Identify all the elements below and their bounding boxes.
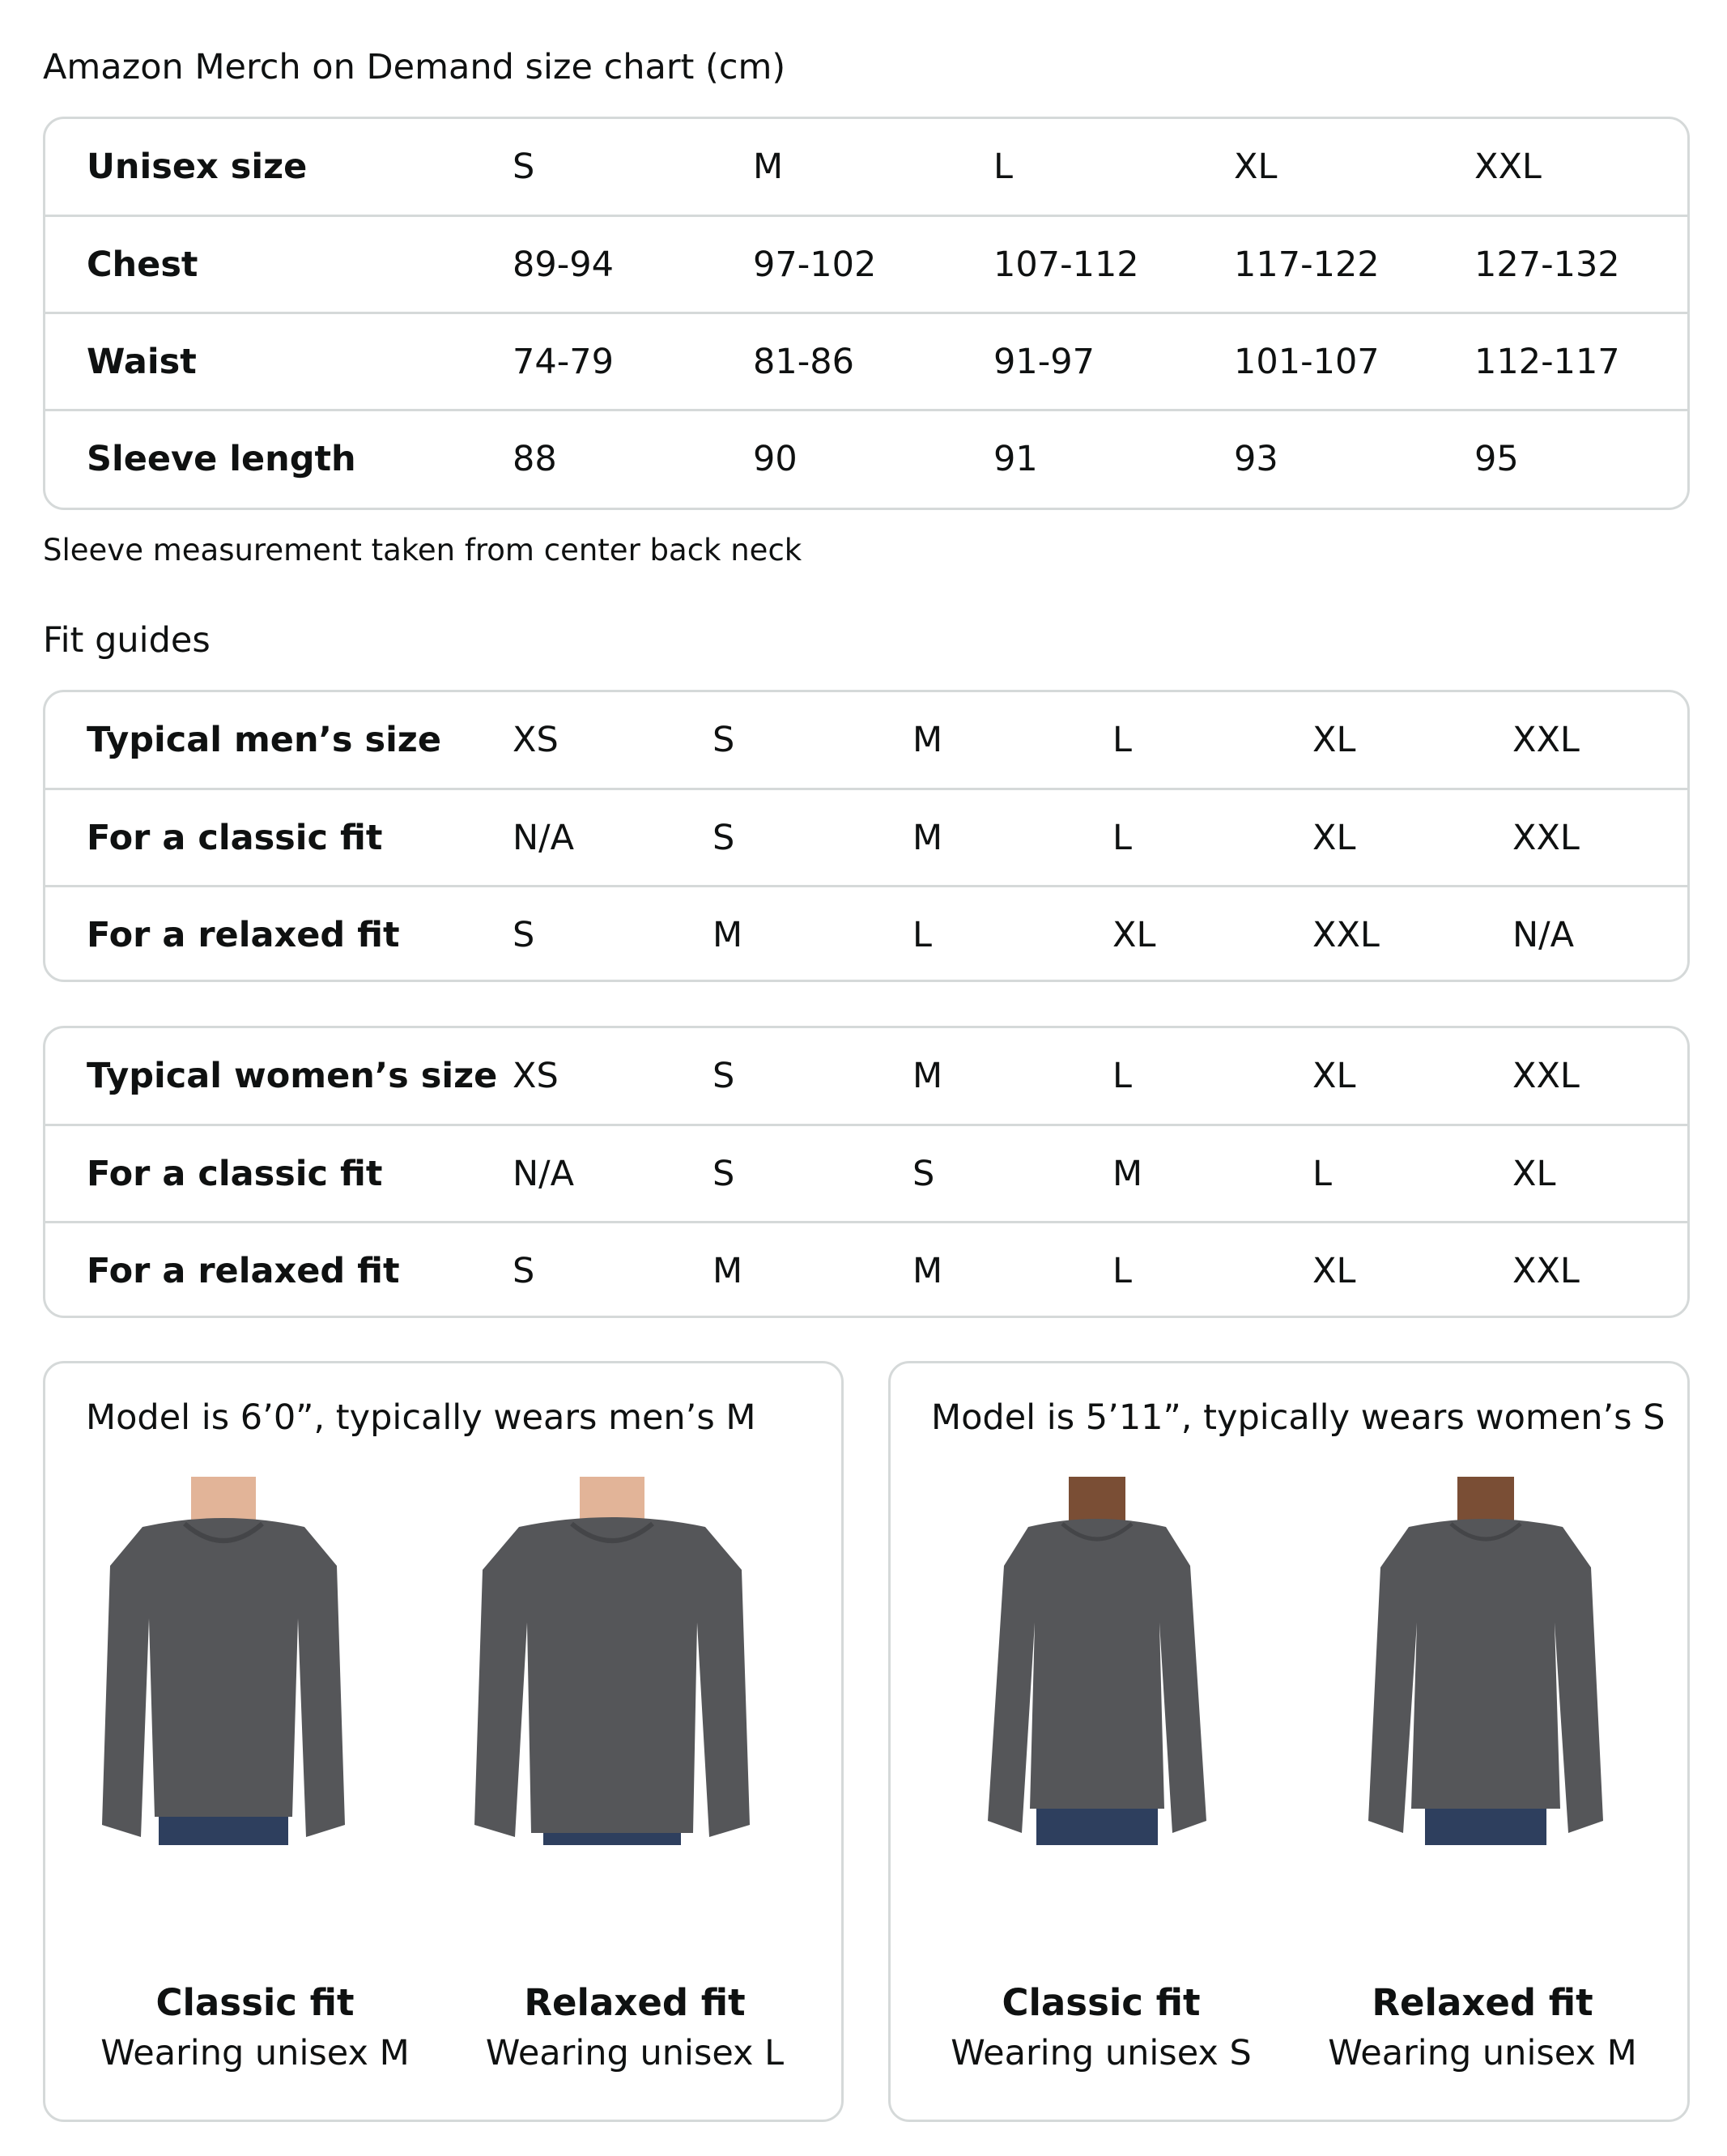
table-cell: 81-86 bbox=[753, 341, 854, 382]
neck-skin bbox=[1069, 1477, 1125, 1525]
womens-model-panel bbox=[888, 1361, 1690, 2122]
table-cell: L bbox=[912, 914, 932, 955]
table-cell: S bbox=[712, 720, 735, 760]
shirt-shape bbox=[1368, 1519, 1603, 1833]
table-cell: M bbox=[912, 1056, 943, 1096]
row-label: Chest bbox=[87, 244, 198, 285]
row-label: For a relaxed fit bbox=[87, 1250, 400, 1291]
row-label: For a classic fit bbox=[87, 817, 383, 858]
mens-relaxed-fit-label: Relaxed fit bbox=[524, 1981, 746, 2024]
table-cell: M bbox=[712, 1250, 743, 1291]
row-label: Sleeve length bbox=[87, 438, 356, 479]
table-cell: 74-79 bbox=[513, 341, 614, 382]
table-cell: S bbox=[712, 1056, 735, 1096]
womens-relaxed-fit-wearing: Wearing unisex M bbox=[1328, 2033, 1637, 2073]
table-cell: M bbox=[1112, 1153, 1143, 1194]
table-cell: S bbox=[912, 1153, 935, 1194]
neck-skin bbox=[1457, 1477, 1514, 1525]
womens-classic-fit-wearing: Wearing unisex S bbox=[951, 2033, 1252, 2073]
table-row bbox=[45, 692, 1687, 788]
table-cell: 90 bbox=[753, 438, 798, 479]
table-cell: 107-112 bbox=[993, 244, 1139, 285]
row-label: For a relaxed fit bbox=[87, 914, 400, 955]
table-row bbox=[45, 312, 1687, 409]
table-row bbox=[45, 788, 1687, 885]
row-label: Typical women’s size bbox=[87, 1056, 498, 1096]
womens-model-title: Model is 5’11”, typically wears women’s S bbox=[931, 1397, 1665, 1438]
table-row bbox=[45, 1124, 1687, 1221]
table-cell: L bbox=[1112, 817, 1132, 858]
womens-classic-fit-photo bbox=[980, 1477, 1214, 1845]
table-cell: M bbox=[712, 914, 743, 955]
table-cell: XXL bbox=[1512, 1056, 1580, 1096]
table-cell: XL bbox=[1234, 147, 1278, 187]
table-cell: M bbox=[753, 147, 784, 187]
table-cell: L bbox=[1112, 1056, 1132, 1096]
table-cell: XL bbox=[1112, 914, 1156, 955]
table-cell: 88 bbox=[513, 438, 557, 479]
table-row bbox=[45, 119, 1687, 215]
shirt-shape bbox=[102, 1518, 345, 1837]
mens-relaxed-fit-wearing: Wearing unisex L bbox=[485, 2033, 785, 2073]
womens-relaxed-fit-label: Relaxed fit bbox=[1372, 1981, 1593, 2024]
table-cell: S bbox=[513, 1250, 535, 1291]
womens-classic-fit-label: Classic fit bbox=[1002, 1981, 1201, 2024]
shirt-shape bbox=[988, 1519, 1206, 1833]
table-cell: L bbox=[993, 147, 1013, 187]
table-cell: XL bbox=[1312, 1250, 1356, 1291]
table-cell: XXL bbox=[1512, 817, 1580, 858]
table-cell: 89-94 bbox=[513, 244, 614, 285]
table-cell: N/A bbox=[513, 817, 575, 858]
table-cell: XXL bbox=[1474, 147, 1542, 187]
mens-relaxed-fit-photo bbox=[466, 1477, 758, 1845]
womens-relaxed-fit-photo bbox=[1356, 1477, 1615, 1845]
table-cell: S bbox=[513, 147, 535, 187]
table-cell: XL bbox=[1512, 1153, 1556, 1194]
table-cell: N/A bbox=[513, 1153, 575, 1194]
row-label: Typical men’s size bbox=[87, 720, 441, 760]
table-cell: XS bbox=[513, 1056, 559, 1096]
womens-fit-table bbox=[43, 1026, 1690, 1318]
table-row bbox=[45, 215, 1687, 312]
mens-classic-fit-wearing: Wearing unisex M bbox=[100, 2033, 410, 2073]
table-cell: XXL bbox=[1512, 1250, 1580, 1291]
table-cell: XL bbox=[1312, 720, 1356, 760]
table-cell: N/A bbox=[1512, 914, 1575, 955]
table-cell: L bbox=[1112, 1250, 1132, 1291]
table-cell: 91-97 bbox=[993, 341, 1095, 382]
table-cell: XL bbox=[1312, 1056, 1356, 1096]
row-label: Waist bbox=[87, 341, 197, 382]
table-row bbox=[45, 409, 1687, 506]
table-cell: XXL bbox=[1512, 720, 1580, 760]
table-row bbox=[45, 1028, 1687, 1124]
table-row bbox=[45, 1221, 1687, 1318]
shirt-shape bbox=[474, 1517, 750, 1837]
table-cell: 112-117 bbox=[1474, 341, 1620, 382]
table-cell: M bbox=[912, 817, 943, 858]
jeans-shape bbox=[159, 1817, 288, 1845]
sleeve-note: Sleeve measurement taken from center back neck bbox=[43, 533, 802, 568]
mens-classic-fit-label: Classic fit bbox=[155, 1981, 355, 2024]
table-cell: L bbox=[1112, 720, 1132, 760]
table-cell: XL bbox=[1312, 817, 1356, 858]
table-cell: XXL bbox=[1312, 914, 1380, 955]
table-cell: 93 bbox=[1234, 438, 1278, 479]
table-cell: S bbox=[712, 1153, 735, 1194]
table-cell: 127-132 bbox=[1474, 244, 1620, 285]
table-cell: S bbox=[513, 914, 535, 955]
table-cell: M bbox=[912, 720, 943, 760]
page-title: Amazon Merch on Demand size chart (cm) bbox=[43, 47, 786, 87]
mens-fit-table bbox=[43, 690, 1690, 982]
table-cell: M bbox=[912, 1250, 943, 1291]
table-row bbox=[45, 885, 1687, 982]
table-cell: L bbox=[1312, 1153, 1332, 1194]
mens-model-panel bbox=[43, 1361, 844, 2122]
table-cell: 117-122 bbox=[1234, 244, 1380, 285]
table-cell: 97-102 bbox=[753, 244, 877, 285]
table-cell: S bbox=[712, 817, 735, 858]
table-cell: 101-107 bbox=[1234, 341, 1380, 382]
jeans-shape bbox=[543, 1833, 681, 1845]
jeans-shape bbox=[1425, 1809, 1546, 1845]
row-label: Unisex size bbox=[87, 147, 308, 187]
row-label: For a classic fit bbox=[87, 1153, 383, 1194]
table-cell: 91 bbox=[993, 438, 1038, 479]
fit-guides-title: Fit guides bbox=[43, 620, 211, 661]
table-cell: 95 bbox=[1474, 438, 1519, 479]
table-cell: XS bbox=[513, 720, 559, 760]
size-chart-table bbox=[43, 117, 1690, 510]
mens-classic-fit-photo bbox=[94, 1477, 353, 1845]
mens-model-title: Model is 6’0”, typically wears men’s M bbox=[86, 1397, 756, 1438]
jeans-shape bbox=[1036, 1809, 1158, 1845]
